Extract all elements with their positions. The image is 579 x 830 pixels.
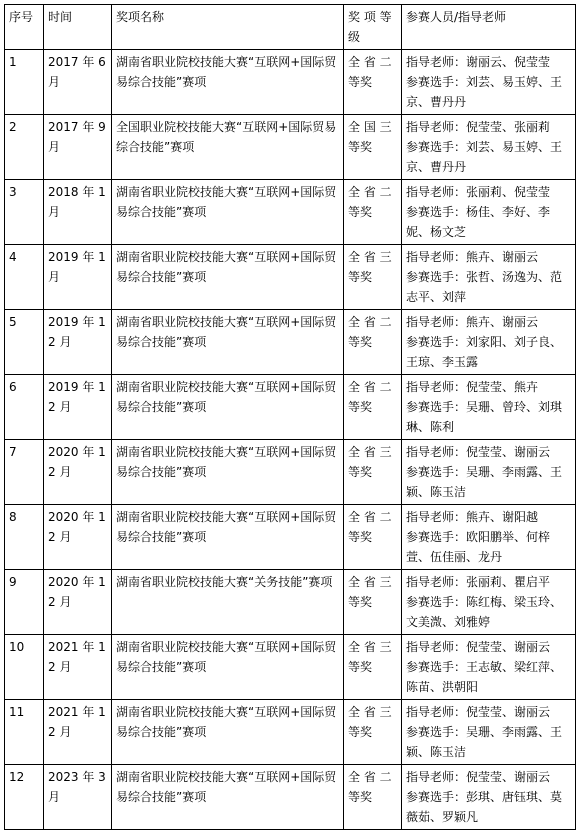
students-text: 参赛选手：刘芸、易玉婷、王京、曹丹丹 [406, 140, 563, 174]
table-row [5, 310, 576, 375]
header-time: 时间 [44, 5, 112, 50]
students-text: 参赛选手：吴珊、李雨露、王颖、陈玉洁 [406, 725, 563, 759]
teachers-text: 指导老师：熊卉、谢丽云 [406, 250, 539, 264]
teachers-text: 指导老师：谢丽云、倪莹莹 [406, 55, 551, 69]
cell-level: 全 国 三 等奖 [344, 115, 402, 180]
cell-no: 3 [5, 180, 44, 245]
cell-level: 全 省 三 等奖 [344, 700, 402, 765]
students-text: 参赛选手：吴珊、李雨露、王颖、陈玉洁 [406, 465, 563, 499]
cell-time: 2020 年 12 月 [44, 570, 112, 635]
cell-time: 2019 年 12 月 [44, 375, 112, 440]
cell-time: 2017 年 6 月 [44, 50, 112, 115]
cell-time: 2019 年 12 月 [44, 310, 112, 375]
cell-award-name: 湖南省职业院校技能大赛“互联网+国际贸易综合技能”赛项 [112, 310, 344, 375]
cell-level: 全 省 二 等奖 [344, 375, 402, 440]
table-row [5, 570, 576, 635]
cell-no: 7 [5, 440, 44, 505]
cell-time: 2023 年 3 月 [44, 765, 112, 830]
students-text: 参赛选手：刘芸、易玉婷、王京、曹丹丹 [406, 75, 563, 109]
cell-people [402, 570, 576, 635]
table-row [5, 180, 576, 245]
cell-level: 全 省 二 等奖 [344, 50, 402, 115]
teachers-text: 指导老师：倪莹莹、张丽莉 [406, 120, 551, 134]
students-text: 参赛选手：王志敏、梁红萍、陈苗、洪朝阳 [406, 660, 563, 694]
cell-level: 全 省 三 等奖 [344, 440, 402, 505]
cell-no: 2 [5, 115, 44, 180]
cell-award-name: 湖南省职业院校技能大赛“互联网+国际贸易综合技能”赛项 [112, 635, 344, 700]
teachers-text: 指导老师：张丽莉、瞿启平 [406, 575, 551, 589]
teachers-text: 指导老师：倪莹莹、谢丽云 [406, 445, 551, 459]
teachers-text: 指导老师：熊卉、谢丽云 [406, 315, 539, 329]
students-text: 参赛选手：杨佳、李好、李妮、杨文芝 [406, 205, 551, 239]
cell-award-name: 湖南省职业院校技能大赛“关务技能”赛项 [112, 570, 344, 635]
cell-people [402, 700, 576, 765]
cell-level: 全 省 二 等奖 [344, 180, 402, 245]
cell-time: 2020 年 12 月 [44, 440, 112, 505]
cell-no: 9 [5, 570, 44, 635]
cell-no: 4 [5, 245, 44, 310]
cell-award-name: 湖南省职业院校技能大赛“互联网+国际贸易综合技能”赛项 [112, 245, 344, 310]
cell-award-name: 湖南省职业院校技能大赛“互联网+国际贸易综合技能”赛项 [112, 50, 344, 115]
cell-people [402, 765, 576, 830]
cell-time: 2020 年 12 月 [44, 505, 112, 570]
cell-award-name: 湖南省职业院校技能大赛“互联网+国际贸易综合技能”赛项 [112, 505, 344, 570]
cell-people [402, 245, 576, 310]
header-people: 参赛人员/指导老师 [402, 5, 576, 50]
header-level: 奖 项 等 级 [344, 5, 402, 50]
cell-people [402, 375, 576, 440]
cell-no: 6 [5, 375, 44, 440]
cell-people [402, 635, 576, 700]
cell-no: 11 [5, 700, 44, 765]
table-row [5, 635, 576, 700]
cell-time: 2021 年 12 月 [44, 700, 112, 765]
teachers-text: 指导老师：倪莹莹、熊卉 [406, 380, 539, 394]
cell-time: 2018 年 1 月 [44, 180, 112, 245]
cell-people [402, 505, 576, 570]
students-text: 参赛选手：张哲、汤逸为、范志平、刘萍 [406, 270, 563, 304]
cell-level: 全 省 三 等奖 [344, 635, 402, 700]
teachers-text: 指导老师：倪莹莹、谢丽云 [406, 770, 551, 784]
students-text: 参赛选手：欧阳鹏举、何梓萱、伍佳丽、龙丹 [406, 530, 551, 564]
table-row [5, 765, 576, 830]
cell-award-name: 湖南省职业院校技能大赛“互联网+国际贸易综合技能”赛项 [112, 180, 344, 245]
cell-award-name: 湖南省职业院校技能大赛“互联网+国际贸易综合技能”赛项 [112, 375, 344, 440]
table-row [5, 440, 576, 505]
cell-level: 全 省 三 等奖 [344, 245, 402, 310]
table-row [5, 50, 576, 115]
cell-no: 5 [5, 310, 44, 375]
table-row [5, 505, 576, 570]
teachers-text: 指导老师：张丽莉、倪莹莹 [406, 185, 551, 199]
teachers-text: 指导老师：倪莹莹、谢丽云 [406, 705, 551, 719]
cell-people [402, 440, 576, 505]
cell-people [402, 115, 576, 180]
cell-no: 10 [5, 635, 44, 700]
students-text: 参赛选手：陈红梅、梁玉玲、文美溦、刘雅婷 [406, 595, 563, 629]
cell-no: 8 [5, 505, 44, 570]
cell-time: 2021 年 12 月 [44, 635, 112, 700]
table-row [5, 245, 576, 310]
table-header [5, 5, 576, 50]
cell-level: 全 省 三 等奖 [344, 570, 402, 635]
cell-people [402, 50, 576, 115]
cell-people [402, 180, 576, 245]
cell-award-name: 湖南省职业院校技能大赛“互联网+国际贸易综合技能”赛项 [112, 765, 344, 830]
students-text: 参赛选手：彭琪、唐钰琪、莫薇茹、罗颖凡 [406, 790, 563, 824]
cell-award-name: 湖南省职业院校技能大赛“互联网+国际贸易综合技能”赛项 [112, 440, 344, 505]
cell-no: 1 [5, 50, 44, 115]
cell-level: 全 省 二 等奖 [344, 505, 402, 570]
teachers-text: 指导老师：熊卉、谢阳越 [406, 510, 539, 524]
students-text: 参赛选手：刘家阳、刘子良、王琼、李玉露 [406, 335, 563, 369]
cell-award-name: 湖南省职业院校技能大赛“互联网+国际贸易综合技能”赛项 [112, 700, 344, 765]
cell-no: 12 [5, 765, 44, 830]
table-row [5, 375, 576, 440]
cell-level: 全 省 二 等奖 [344, 310, 402, 375]
awards-table [4, 4, 576, 830]
header-no: 序号 [5, 5, 44, 50]
cell-time: 2019 年 1 月 [44, 245, 112, 310]
table-body [5, 50, 576, 830]
students-text: 参赛选手：吴珊、曾玲、刘琪琳、陈利 [406, 400, 563, 434]
cell-people [402, 310, 576, 375]
table-row [5, 700, 576, 765]
cell-award-name: 全国职业院校技能大赛“互联网+国际贸易综合技能”赛项 [112, 115, 344, 180]
cell-time: 2017 年 9 月 [44, 115, 112, 180]
table-row [5, 115, 576, 180]
header-row [5, 5, 576, 50]
header-name: 奖项名称 [112, 5, 344, 50]
teachers-text: 指导老师：倪莹莹、谢丽云 [406, 640, 551, 654]
cell-level: 全 省 二 等奖 [344, 765, 402, 830]
